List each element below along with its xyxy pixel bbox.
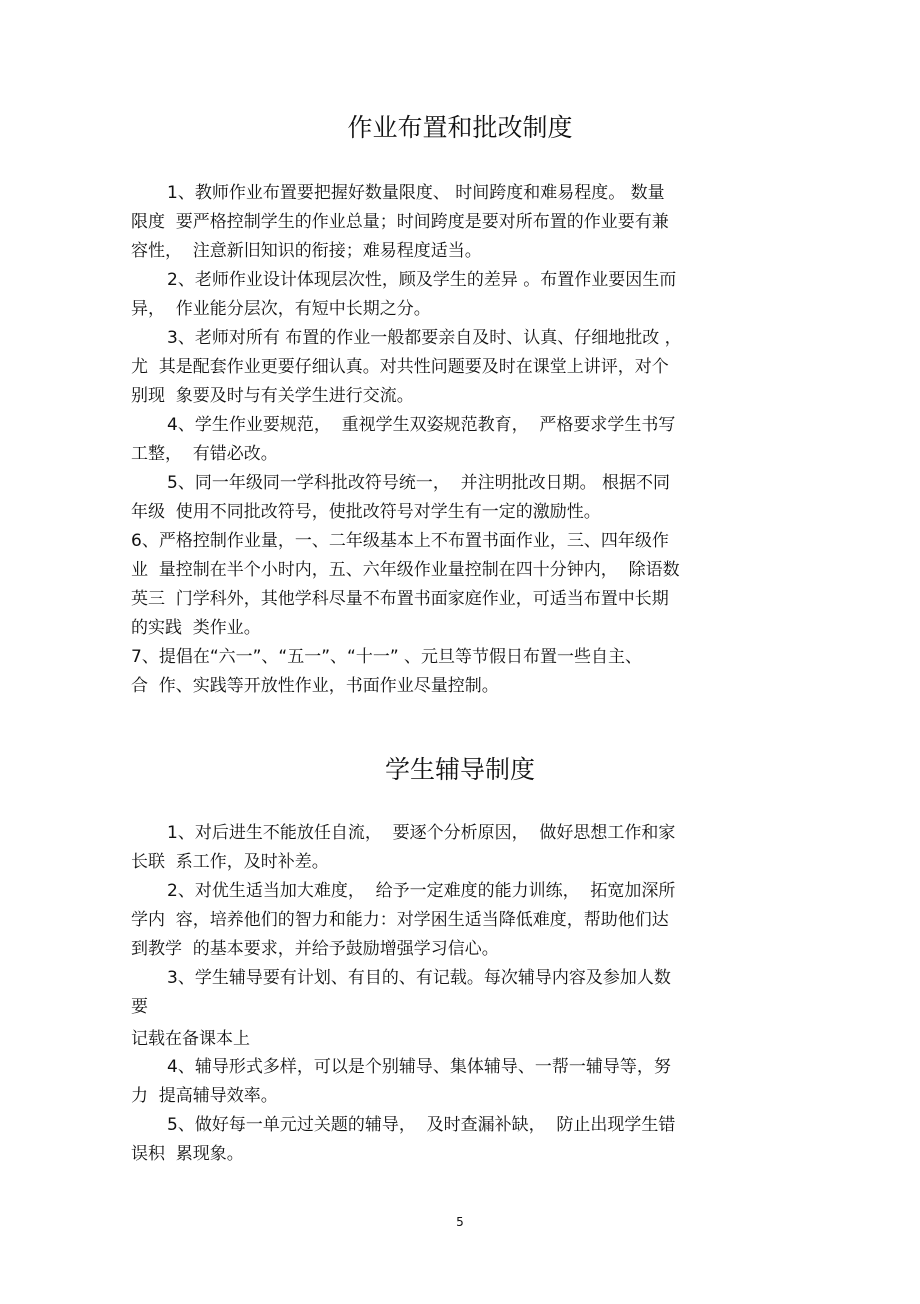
section-title-homework: 作业布置和批改制度 — [347, 113, 573, 142]
paragraph-line: 业 量控制在半个小时内，五、六年级作业量控制在四十分钟内， 除语数 — [131, 560, 680, 580]
paragraph-line: 别现 象要及时与有关学生进行交流。 — [131, 386, 414, 406]
paragraph-line: 2、老师作业设计体现层次性，顾及学生的差异 。布置作业要因生而 — [167, 270, 677, 290]
paragraph-line: 误积 累现象。 — [131, 1144, 244, 1164]
paragraph-line: 容性， 注意新旧知识的衔接；难易程度适当。 — [131, 241, 482, 261]
paragraph-line: 5、做好每一单元过关题的辅导， 及时查漏补缺， 防止出现学生错 — [167, 1115, 676, 1135]
page-number: 5 — [456, 1215, 464, 1229]
paragraph-line: 记载在备课本上 — [131, 1029, 250, 1049]
paragraph-line: 7、提倡在“六一”、“五一”、“十一” 、元旦等节假日布置一些自主、 — [131, 647, 643, 667]
paragraph-line: 合 作、实践等开放性作业，书面作业尽量控制。 — [131, 676, 499, 696]
paragraph-line: 异， 作业能分层次，有短中长期之分。 — [131, 299, 431, 319]
paragraph-line: 英三 门学科外，其他学科尽量不布置书面家庭作业，可适当布置中长期 — [131, 589, 669, 609]
paragraph-line: 2、对优生适当加大难度， 给予一定难度的能力训练， 拓宽加深所 — [167, 881, 676, 901]
paragraph-line: 长联 系工作，及时补差。 — [131, 852, 329, 872]
paragraph-line: 4、学生作业要规范， 重视学生双姿规范教育， 严格要求学生书写 — [167, 415, 676, 435]
paragraph-line: 3、学生辅导要有计划、有目的、有记载。每次辅导内容及参加人数 — [167, 968, 671, 988]
paragraph-line: 1、对后进生不能放任自流， 要逐个分析原因， 做好思想工作和家 — [167, 823, 676, 843]
paragraph-line: 要 — [131, 997, 148, 1017]
paragraph-line: 6、严格控制作业量，一、二年级基本上不布置书面作业，三、四年级作 — [131, 531, 669, 551]
paragraph-line: 的实践 类作业。 — [131, 618, 261, 638]
paragraph-line: 到教学 的基本要求，并给予鼓励增强学习信心。 — [131, 939, 499, 959]
paragraph-line: 3、老师对所有 布置的作业一般都要亲自及时、认真、仔细地批改 ， — [167, 328, 682, 348]
paragraph-line: 限度 要严格控制学生的作业总量；时间跨度是要对所布置的作业要有兼 — [131, 212, 669, 232]
paragraph-line: 5、同一年级同一学科批改符号统一， 并注明批改日期。 根据不同 — [167, 473, 671, 493]
paragraph-line: 工整， 有错必改。 — [131, 444, 278, 464]
paragraph-line: 年级 使用不同批改符号，使批改符号对学生有一定的激励性。 — [131, 502, 601, 522]
paragraph-line: 4、辅导形式多样，可以是个别辅导、集体辅导、一帮一辅导等，努 — [167, 1057, 671, 1077]
paragraph-line: 尤 其是配套作业更要仔细认真。对共性问题要及时在课堂上讲评，对个 — [131, 357, 669, 377]
section-title-tutoring: 学生辅导制度 — [384, 755, 535, 784]
paragraph-line: 1、教师作业布置要把握好数量限度、 时间跨度和难易程度。 数量 — [167, 183, 665, 203]
paragraph-line: 学内 容，培养他们的智力和能力：对学困生适当降低难度，帮助他们达 — [131, 910, 669, 930]
paragraph-line: 力 提高辅导效率。 — [131, 1086, 278, 1106]
